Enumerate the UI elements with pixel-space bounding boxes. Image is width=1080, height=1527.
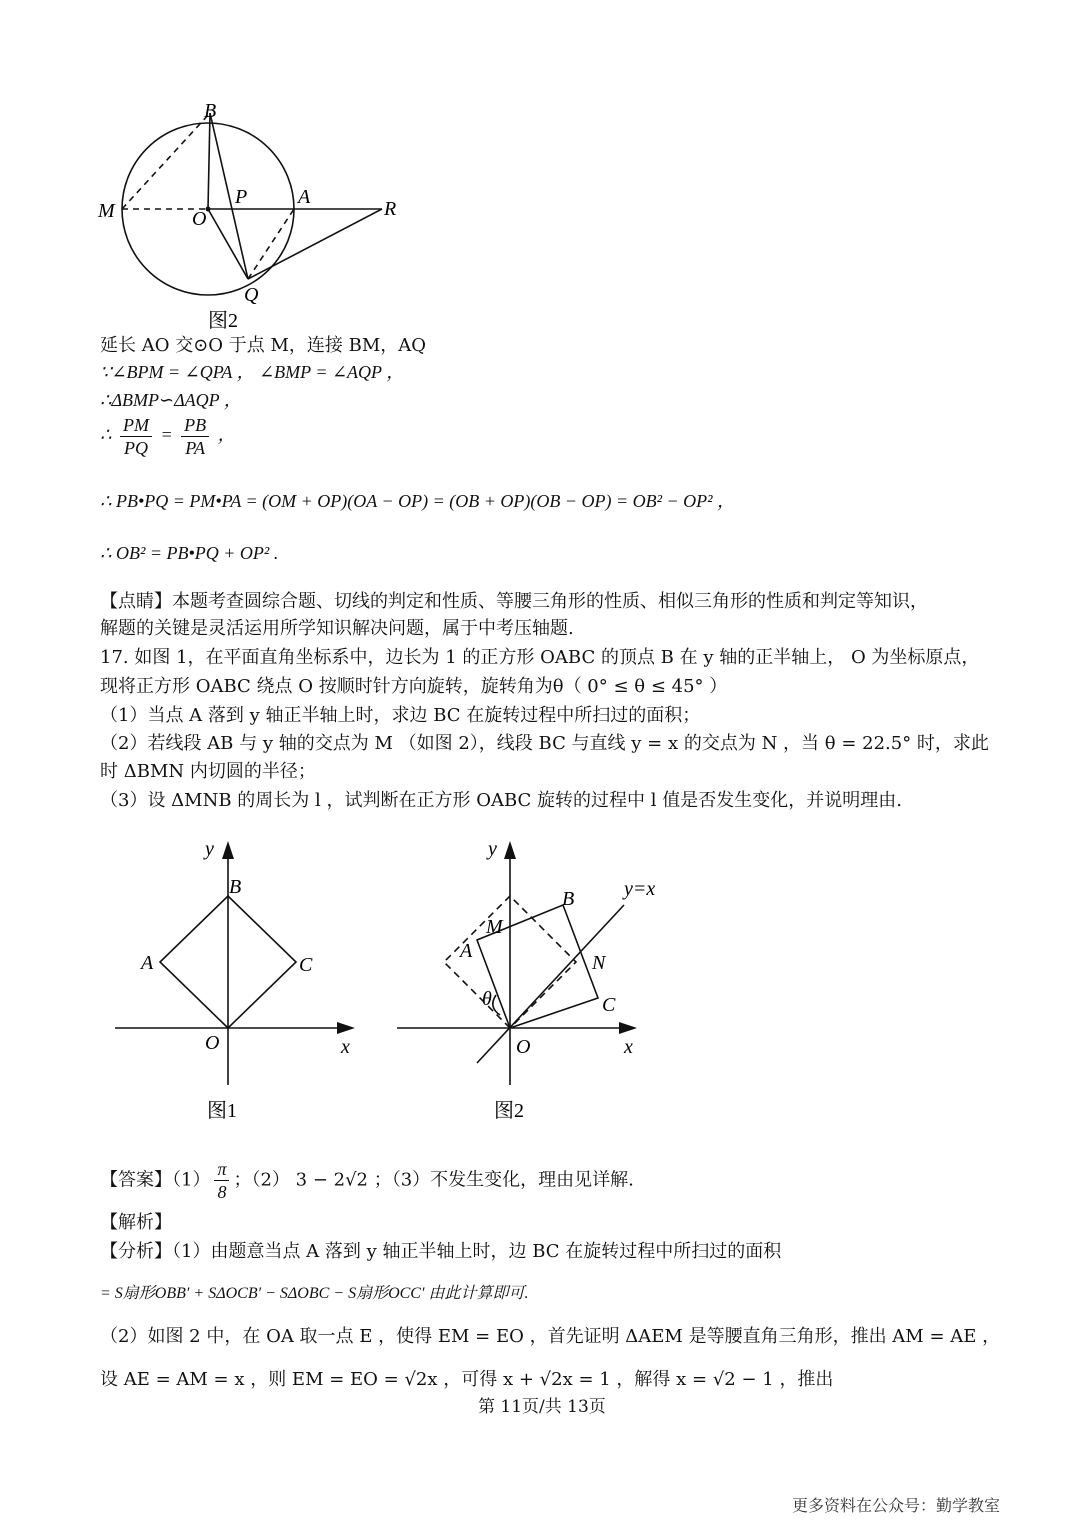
fraction-numerator: PM — [120, 414, 152, 437]
label-A: A — [141, 952, 154, 974]
answer-line — [100, 1158, 634, 1203]
label-line-y-equals-x: y=x — [624, 878, 656, 900]
figure-caption: 图2 — [494, 1100, 524, 1122]
proof-line-2: ∵∠BPM = ∠QPA ， ∠BMP = ∠AQP ， — [100, 362, 405, 382]
answer-rest: ；（2） 3 − 2√2 ；（3）不发生变化，理由见详解. — [233, 1169, 634, 1191]
label-O: O — [192, 208, 207, 230]
label-y: y — [205, 838, 214, 860]
problem-line-6: （3）设 ΔMNB 的周长为 l ，试判断在正方形 OABC 旋转的过程中 l 值是否发生变化，并说明理由. — [100, 790, 902, 811]
comment-tag: 【点睛】 — [100, 591, 172, 612]
analysis-line-3: （2）如图 2 中，在 OA 取一点 E ，使得 EM = EO ，首先证明 ΔAEM 是等腰直角三角形，推出 AM = AE ， — [100, 1326, 1001, 1347]
label-x: x — [624, 1036, 633, 1058]
equals-sign: = — [160, 424, 173, 445]
problem-line-4: （2）若线段 AB 与 y 轴的交点为 M （如图 2），线段 BC 与直线 y = x 的交点为 N ，当 θ = 22.5° 时，求此 — [100, 733, 989, 754]
problem-line-2: 现将正方形 OABC 绕点 O 按顺时针方向旋转，旋转角为θ（ 0° ≤ θ ≤ 45° ） — [100, 676, 728, 697]
fraction-denominator: 8 — [217, 1182, 227, 1202]
label-y: y — [488, 838, 497, 860]
figure-caption: 图1 — [207, 1100, 237, 1122]
proof-line-4 — [100, 414, 236, 459]
problem-line-5: 时 ΔBMN 内切圆的半径； — [100, 761, 316, 782]
problem-line-3: （1）当点 A 落到 y 轴正半轴上时，求边 BC 在旋转过程中所扫过的面积； — [100, 705, 701, 726]
analysis-line-1: 【分析】（1）由题意当点 A 落到 y 轴正半轴上时，边 BC 在旋转过程中所扫过的面积 — [100, 1241, 782, 1262]
therefore-symbol: ∴ — [100, 424, 112, 445]
proof-line-6: ∴ OB² = PB•PQ + OP² . — [100, 543, 279, 563]
label-A: A — [460, 940, 473, 962]
fraction-numerator: π — [214, 1158, 229, 1181]
fraction-denominator: PQ — [123, 438, 148, 458]
fraction-pm-pq — [120, 414, 152, 459]
problem-line-1: 17. 如图 1，在平面直角坐标系中，边长为 1 的正方形 OABC 的顶点 B 在 y 轴的正半轴上， O 为坐标原点， — [100, 647, 980, 668]
circle-figure — [90, 95, 420, 335]
label-B: B — [562, 888, 575, 910]
label-C: C — [602, 994, 616, 1016]
comma: ， — [217, 424, 236, 445]
proof-line-3: ∴ΔBMP∽ΔAQP ， — [100, 390, 242, 410]
watermark: 更多资料在公众号：勤学教室 — [792, 1496, 1001, 1515]
proof-line-1: 延长 AO 交⊙O 于点 M，连接 BM，AQ — [100, 335, 427, 356]
label-R: R — [384, 198, 397, 220]
label-O: O — [205, 1032, 220, 1054]
answer-part-1: （1） — [172, 1169, 211, 1191]
label-N: N — [592, 952, 606, 974]
label-M: M — [486, 916, 503, 938]
label-Q: Q — [244, 284, 259, 306]
answer-fraction — [214, 1158, 229, 1203]
label-C: C — [299, 954, 313, 976]
comment-line-2: 解题的关键是灵活运用所学知识解决问题，属于中考压轴题. — [100, 618, 574, 639]
analysis-line-2: = S扇形OBB′ + SΔOCB′ − SΔOBC − S扇形OCC′ 由此计算即可. — [100, 1285, 529, 1302]
analysis-line-4: 设 AE = AM = x ，则 EM = EO = √2x ，可得 x + √2x = 1 ，解得 x = √2 − 1 ，推出 — [100, 1369, 834, 1390]
proof-line-5: ∴ PB•PQ = PM•PA = (OM + OP)(OA − OP) = (OB + OP)(OB − OP) = OB² − OP² ， — [100, 491, 736, 511]
fraction-pb-pa — [181, 414, 209, 459]
label-theta: θ — [482, 988, 492, 1010]
comment-line-1 — [100, 587, 928, 613]
label-M: M — [98, 200, 115, 222]
figure-caption: 图2 — [208, 310, 238, 332]
page-number: 第 11页/共 13页 — [478, 1397, 606, 1417]
square-figure-1 — [105, 835, 365, 1125]
label-P: P — [235, 186, 248, 208]
comment-text: 本题考查圆综合题、切线的判定和性质、等腰三角形的性质、相似三角形的性质和判定等知识， — [172, 591, 928, 612]
label-O: O — [516, 1036, 531, 1058]
fraction-numerator: PB — [181, 414, 209, 437]
analysis-tag: 【解析】 — [100, 1212, 172, 1233]
label-B: B — [204, 100, 217, 122]
label-A: A — [298, 186, 311, 208]
label-B: B — [229, 876, 242, 898]
label-x: x — [341, 1036, 350, 1058]
fraction-denominator: PA — [185, 438, 205, 458]
answer-tag: 【答案】 — [100, 1169, 172, 1191]
square-figure-2 — [392, 835, 656, 1125]
